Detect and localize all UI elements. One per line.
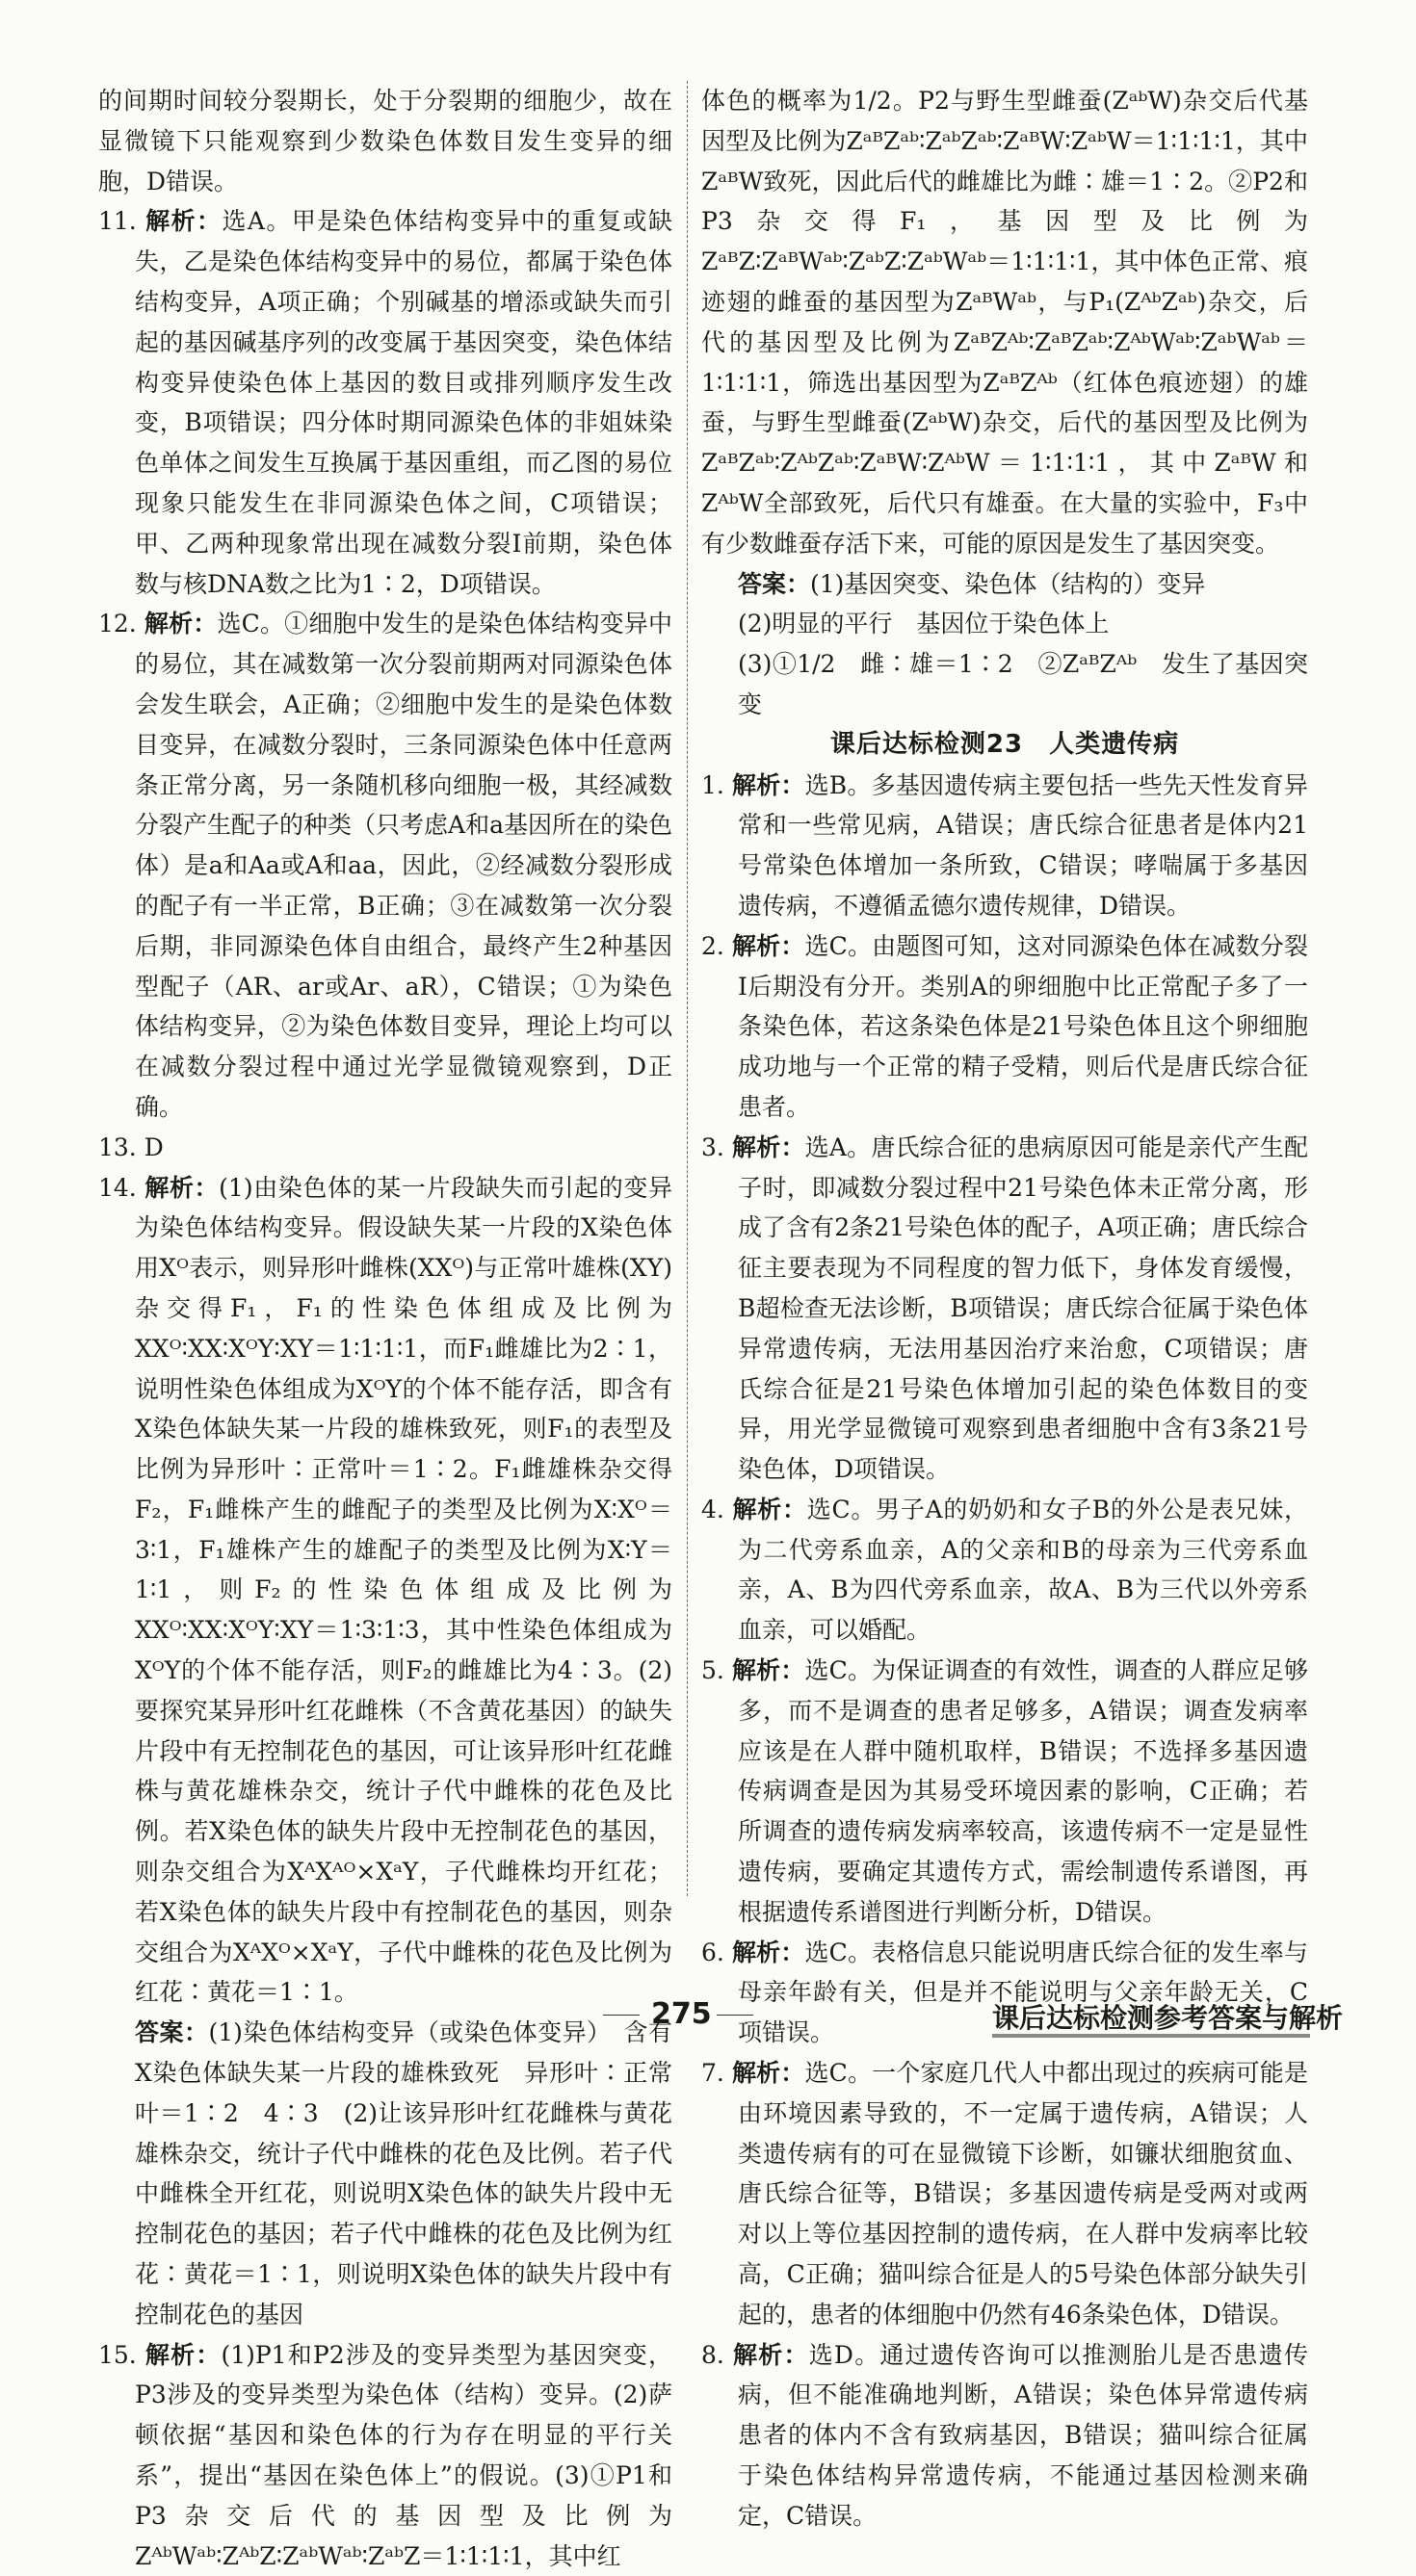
analysis-label: 解析： xyxy=(732,1132,805,1161)
analysis-label: 解析： xyxy=(732,1495,807,1523)
analysis-label: 解析： xyxy=(144,1173,220,1202)
footer-bar xyxy=(992,2034,1310,2038)
answer-4: 4. 解析：选C。男子A的奶奶和女子B的外公是表兄妹，为二代旁系血亲，A的父亲和B的母亲为三代旁系血亲，A、B为四代旁系血亲，故A、B为三代以外旁系血亲，可以婚配。 xyxy=(701,1495,1308,1645)
page-number-rule-left xyxy=(603,2015,640,2016)
answer-14-key-text: (1)染色体结构变异（或染色体变异） 含有X染色体缺失某一片段的雄株致死 异形叶∶正常叶＝1∶2 4∶3 (2)让该异形叶红花雌株与黄花雄株杂交，统计子代中雌株的花色及比例。若子代中雌株全开红花，则说明X染色体的缺失片段中无控制花色的基因；若子代中雌株的花色及比例为红花∶黄花＝1∶1，则说明X染色体的缺失片段中有控制花色的基因 xyxy=(135,2018,672,2329)
answer-5: 5. 解析：选C。为保证调查的有效性，调查的人群应足够多，而不是调查的患者足够多，A错误；调查发病率应该是在人群中随机取样，B错误；不选择多基因遗传病调查是因为其易受环境因素的影响，C正确；若所调查的遗传病发病率较高，该遗传病不一定是显性遗传病，要确定其遗传方式，需绘制遗传系谱图，再根据遗传系谱图进行判断分析，D错误。 xyxy=(701,1656,1308,1926)
analysis-label: 解析： xyxy=(144,2340,222,2369)
analysis-label: 解析： xyxy=(731,1656,805,1685)
answer-10-continuation: 的间期时间较分裂期长，处于分裂期的细胞少，故在显微镜下只能观察到少数染色体数目发生变异的细胞，D错误。 xyxy=(98,87,672,195)
answer-15-key-2: (2)明显的平行 基因位于染色体上 xyxy=(738,610,1110,638)
answer-15-key-1-text: (1)基因突变、染色体（结构的）变异 xyxy=(810,569,1206,598)
answer-13: 13. D xyxy=(98,1132,164,1161)
answer-12: 12. 解析：选C。①细胞中发生的是染色体结构变异中的易位，其在减数第一次分裂前期两对同源染色体会发生联会，A正确；②细胞中发生的是染色体数目变异，在减数分裂时，三条同源染色体中任意两条正常分离，另一条随机移向细胞一极，其经减数分裂产生配子的种类（只考虑A和a基因所在的染色体）是a和Aa或A和aa，因此，②经减数分裂形成的配子有一半正常，B正确；③在减数第一次分裂后期，非同源染色体自由组合，最终产生2种基因型配子（AR、ar或Ar、aR），C错误；①为染色体结构变异，②为染色体数目变异，理论上均可以在减数分裂过程中通过光学显微镜观察到，D正确。 xyxy=(98,610,672,1121)
answer-2: 2. 解析：选C。由题图可知，这对同源染色体在减数分裂Ⅰ后期没有分开。类别A的卵细胞中比正常配子多了一条染色体，若这条染色体是21号染色体且这个卵细胞成功地与一个正常的精子受精，则后代是唐氏综合征患者。 xyxy=(701,931,1308,1121)
answer-15-continuation: 体色的概率为1/2。P2与野生型雌蚕(ZᵃᵇW)杂交后代基因型及比例为ZᵃᴮZᵃᵇ∶ZᵃᵇZᵃᵇ∶ZᵃᴮW∶ZᵃᵇW＝1∶1∶1∶1，其中ZᵃᴮW致死，因此后代的雌雄比为雌∶雄＝1∶2。②P2和P3杂交得F₁，基因型及比例为ZᵃᴮZ∶ZᵃᴮWᵃᵇ∶ZᵃᵇZ∶ZᵃᵇWᵃᵇ＝1∶1∶1∶1，其中体色正常、痕迹翅的雌蚕的基因型为ZᵃᴮWᵃᵇ，与P₁(ZᴬᵇZᵃᵇ)杂交，后代的基因型及比例为ZᵃᴮZᴬᵇ∶ZᵃᴮZᵃᵇ∶ZᴬᵇWᵃᵇ∶ZᵃᵇWᵃᵇ＝1∶1∶1∶1，筛选出基因型为ZᵃᴮZᴬᵇ（红体色痕迹翅）的雄蚕，与野生型雌蚕(ZᵃᵇW)杂交，后代的基因型及比例为ZᵃᴮZᵃᵇ∶ZᴬᵇZᵃᵇ∶ZᵃᴮW∶ZᴬᵇW＝1∶1∶1∶1，其中ZᵃᴮW和ZᴬᵇW全部致死，后代只有雄蚕。在大量的实验中，F₃中有少数雌蚕存活下来，可能的原因是发生了基因突变。 xyxy=(701,87,1308,558)
analysis-label: 解析： xyxy=(732,770,805,799)
analysis-label: 解析： xyxy=(144,610,218,638)
column-divider xyxy=(687,81,688,1896)
answer-15-key-1 xyxy=(701,564,1308,605)
answer-14-key xyxy=(98,2013,672,2334)
answer-7: 7. 解析：选C。一个家庭几代人中都出现过的疾病可能是由环境因素导致的，不一定属于遗传病，A错误；人类遗传病有的可在显微镜下诊断，如镰状细胞贫血、唐氏综合征等，B错误；多基因遗传病是受两对或两对以上等位基因控制的遗传病，在人群中发病率比较高，C正确；猫叫综合征是人的5号染色体部分缺失引起的，患者的体细胞中仍然有46条染色体，D错误。 xyxy=(701,2059,1308,2329)
left-column xyxy=(98,81,672,2576)
answer-8: 8. 解析：选D。通过遗传咨询可以推测胎儿是否患遗传病，但不能准确地判断，A错误；染色体异常遗传病患者的体内不含有致病基因，B错误；猫叫综合征属于染色体结构异常遗传病，不能通过基因检测来确定，C错误。 xyxy=(701,2340,1308,2530)
answer-label: 答案： xyxy=(738,569,811,598)
page-number: 275 xyxy=(651,1997,712,2031)
analysis-label: 解析： xyxy=(733,2340,809,2369)
analysis-label: 解析： xyxy=(145,207,223,236)
analysis-label: 解析： xyxy=(731,1938,805,1966)
answer-15-key-3: (3)①1/2 雌∶雄＝1∶2 ②ZᵃᴮZᴬᵇ 发生了基因突变 xyxy=(738,650,1308,718)
analysis-label: 解析： xyxy=(731,2059,805,2088)
answer-1: 1. 解析：选B。多基因遗传病主要包括一些先天性发育异常和一些常见病，A错误；唐氏综合征患者是体内21号常染色体增加一条所致，C错误；哮喘属于多基因遗传病，不遵循孟德尔遗传规律，D错误。 xyxy=(701,770,1308,920)
answer-15: 15. 解析：(1)P1和P2涉及的变异类型为基因突变，P3涉及的变异类型为染色体（结构）变异。(2)萨顿依据“基因和染色体的行为存在明显的平行关系”，提出“基因在染色体上”的假说。(3)①P1和P3杂交后代的基因型及比例为ZᴬᵇWᵃᵇ∶ZᴬᵇZ∶ZᵃᵇWᵃᵇ∶ZᵃᵇZ＝1∶1∶1∶1，其中红 xyxy=(98,2340,672,2570)
answer-6: 6. 解析：选C。表格信息只能说明唐氏综合征的发生率与母亲年龄有关，但是并不能说明与父亲年龄无关，C项错误。 xyxy=(701,1938,1308,2047)
analysis-label: 解析： xyxy=(731,931,805,960)
answer-11: 11. 解析：选A。甲是染色体结构变异中的重复或缺失，乙是染色体结构变异中的易位，都属于染色体结构变异，A项正确；个别碱基的增添或缺失而引起的基因碱基序列的改变属于基因突变，染色体结构变异使染色体上基因的数目或排列顺序发生改变，B项错误；四分体时期同源染色体的非姐妹染色单体之间发生互换属于基因重组，而乙图的易位现象只能发生在非同源染色体之间，C项错误；甲、乙两种现象常出现在减数分裂Ⅰ前期，染色体数与核DNA数之比为1∶2，D项错误。 xyxy=(98,207,672,598)
footer-title: 课后达标检测参考答案与解析 xyxy=(992,2002,1344,2034)
section-heading: 课后达标检测23 人类遗传病 xyxy=(829,729,1180,759)
right-column xyxy=(701,81,1308,2537)
answer-14: 14. 解析：(1)由染色体的某一片段缺失而引起的变异为染色体结构变异。假设缺失某一片段的X染色体用Xᴼ表示，则异形叶雌株(XXᴼ)与正常叶雄株(XY)杂交得F₁，F₁的性染色体组成及比例为XXᴼ∶XX∶XᴼY∶XY＝1∶1∶1∶1，而F₁雌雄比为2∶1，说明性染色体组成为XᴼY的个体不能存活，即含有X染色体缺失某一片段的雄株致死，则F₁的表型及比例为异形叶∶正常叶＝1∶2。F₁雌雄株杂交得F₂，F₁雌株产生的雌配子的类型及比例为X∶Xᴼ＝3∶1，F₁雄株产生的雄配子的类型及比例为X∶Y＝1∶1，则F₂的性染色体组成及比例为XXᴼ∶XX∶XᴼY∶XY＝1∶3∶1∶3，其中性染色体组成为XᴼY的个体不能存活，则F₂的雌雄比为4∶3。(2)要探究某异形叶红花雌株（不含黄花基因）的缺失片段中有无控制花色的基因，可让该异形叶红花雌株与黄花雄株杂交，统计子代中雌株的花色及比例。若X染色体的缺失片段中无控制花色的基因，则杂交组合为XᴬXᴬᴼ×XᵃY，子代雌株均开红花；若X染色体的缺失片段中有控制花色的基因，则杂交组合为XᴬXᴼ×XᵃY，子代中雌株的花色及比例为红花∶黄花＝1∶1。 xyxy=(98,1173,672,2007)
answer-3: 3. 解析：选A。唐氏综合征的患病原因可能是亲代产生配子时，即减数分裂过程中21号染色体未正常分离，形成了含有2条21号染色体的配子，A项正确；唐氏综合征主要表现为不同程度的智力低下，身体发育缓慢，B超检查无法诊断，B项错误；唐氏综合征属于染色体异常遗传病，无法用基因治疗来治愈，C项错误；唐氏综合征是21号染色体增加引起的染色体数目的变异，用光学显微镜可观察到患者细胞中含有3条21号染色体，D项错误。 xyxy=(701,1132,1308,1484)
page-number-rule-right xyxy=(717,2015,753,2016)
answer-label: 答案： xyxy=(135,2018,209,2047)
